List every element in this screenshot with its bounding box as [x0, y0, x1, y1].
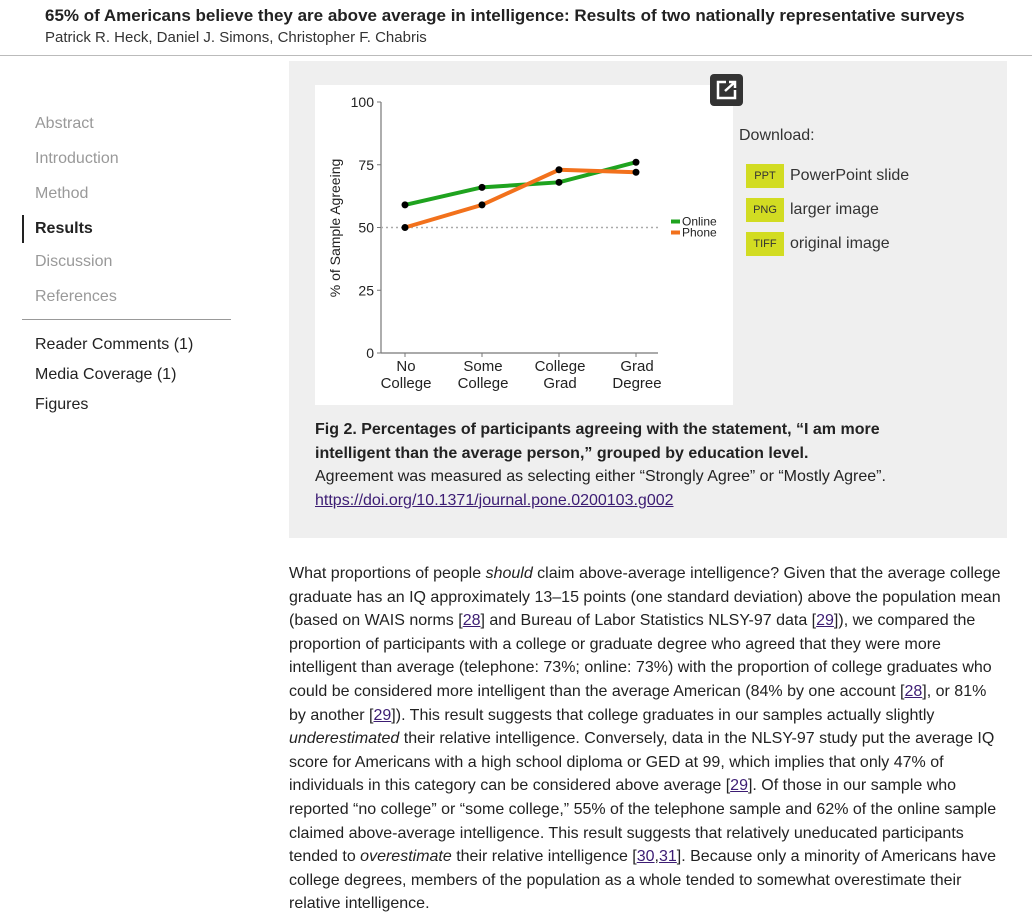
download-ppt-label[interactable]: PowerPoint slide [790, 167, 910, 184]
emphasis-text: overestimate [360, 848, 452, 866]
data-point-online [402, 201, 409, 208]
download-tiff[interactable] [746, 232, 890, 256]
y-axis-label: % of Sample Agreeing [327, 158, 343, 298]
external-link-icon [710, 74, 743, 106]
data-point-phone [556, 166, 563, 173]
citation-link[interactable]: 29 [730, 777, 748, 795]
tiff-badge: TIFF [746, 232, 784, 256]
citation-link[interactable]: 31 [659, 848, 677, 866]
citation-link[interactable]: 30 [636, 848, 655, 866]
body-text: claim above-average intelligence? Given that the average college graduate has an IQ approximately 13–15 points (one standard deviation) above the population mean (based on WAIS norms [ [289, 565, 1001, 630]
x-tick-label: College [457, 375, 509, 392]
download-png[interactable] [746, 198, 879, 222]
ppt-badge: PPT [746, 164, 784, 188]
x-tick-label: Some [463, 358, 503, 375]
data-point-online [479, 184, 486, 191]
emphasis-text: underestimated [289, 730, 400, 748]
figure-doi-link[interactable]: https://doi.org/10.1371/journal.pone.0200103.g002 [315, 491, 674, 509]
nav-reader-comments[interactable]: Reader Comments (1) [35, 336, 194, 353]
article-header [0, 0, 1032, 56]
series-line-online [405, 162, 636, 205]
figure-box [289, 61, 1007, 538]
legend-label-phone: Phone [682, 225, 717, 240]
body-text: ]. Because only a minority of Americans have college degrees, members of the population as a whole tended to somewhat overestimate their relative intelligence. [289, 848, 997, 913]
x-tick-label: No [396, 358, 416, 375]
legend-label-online: Online [682, 214, 717, 229]
download-png-label[interactable]: larger image [790, 201, 879, 218]
y-tick-label: 0 [366, 345, 374, 361]
body-text: ] and Bureau of Labor Statistics NLSY-97 data [ [480, 612, 817, 630]
article-title: 65% of Americans believe they are above average in intelligence: Results of two nationally representative surveys [45, 6, 965, 25]
data-point-online [633, 159, 640, 166]
body-text: ]), we compared the proportion of participants with a college or graduate degree who agreed that they were more intelligent than average (telephone: 73%; online: 73%) with the proportion of college graduates who could be considered more intelligent than the average American (84% by one account [ [289, 612, 992, 700]
body-text: ], or 81% by another [ [289, 682, 987, 724]
download-label: Download: [739, 127, 815, 144]
figure-caption [315, 418, 955, 512]
legend-swatch-phone [671, 231, 680, 235]
y-tick-label: 75 [358, 156, 374, 173]
body-text: their relative intelligence [ [451, 848, 637, 866]
article-authors: Patrick R. Heck, Daniel J. Simons, Christopher F. Chabris [45, 29, 427, 46]
line-chart [315, 85, 733, 405]
nav-divider [22, 319, 231, 320]
section-nav [22, 112, 231, 422]
x-tick-label: College [380, 375, 432, 392]
nav-media-coverage[interactable]: Media Coverage (1) [35, 366, 177, 383]
nav-results[interactable]: Results [22, 215, 231, 243]
x-tick-label: Grad [620, 358, 654, 375]
nav-discussion[interactable]: Discussion [35, 253, 113, 270]
download-ppt[interactable] [746, 164, 909, 188]
data-point-phone [402, 224, 409, 231]
y-tick-label: 50 [358, 219, 374, 236]
expand-figure-button[interactable] [710, 74, 743, 106]
y-tick-label: 100 [350, 94, 374, 110]
x-tick-label: Grad [543, 375, 577, 392]
body-text: their relative intelligence. Conversely, data in the NLSY-97 study put the average IQ score for Americans with a high school diploma or GED at 99, which implies that only 47% of individuals in this category can be considered above average [ [289, 730, 995, 795]
citation-link[interactable]: 28 [462, 612, 481, 630]
data-point-phone [479, 201, 486, 208]
citation-link[interactable]: 28 [904, 682, 923, 700]
download-tiff-label[interactable]: original image [790, 235, 890, 252]
citation-link[interactable]: 29 [373, 706, 392, 724]
png-badge: PNG [746, 198, 784, 222]
body-text: ]). This result suggests that college graduates in our samples actually slightly [391, 706, 935, 724]
results-paragraph [289, 562, 1007, 916]
nav-figures[interactable]: Figures [35, 396, 89, 413]
citation-link[interactable]: 29 [816, 612, 834, 630]
nav-abstract[interactable]: Abstract [35, 115, 94, 132]
y-tick-label: 25 [358, 282, 374, 299]
caption-title: Fig 2. Percentages of participants agreeing with the statement, “I am more intelligent than the average person,” grouped by education level. [315, 421, 880, 462]
legend-swatch-online [671, 220, 680, 224]
body-text: What proportions of people [289, 565, 486, 582]
x-tick-label: College [534, 358, 586, 375]
figure-image[interactable] [315, 85, 733, 405]
caption-text: Agreement was measured as selecting either “Strongly Agree” or “Mostly Agree”. [315, 468, 886, 485]
nav-references[interactable]: References [35, 288, 117, 305]
x-tick-label: Degree [612, 375, 662, 392]
emphasis-text: should [485, 565, 533, 582]
body-text: , [654, 848, 659, 866]
nav-method[interactable]: Method [35, 185, 89, 202]
nav-introduction[interactable]: Introduction [35, 150, 119, 167]
data-point-phone [633, 169, 640, 176]
body-text: ]. Of those in our sample who reported “no college” or “some college,” 55% of the telephone sample and 62% of the online sample claimed above-average intelligence. This result suggests that relatively uneducated participants tended to [289, 777, 997, 866]
data-point-online [556, 179, 563, 186]
